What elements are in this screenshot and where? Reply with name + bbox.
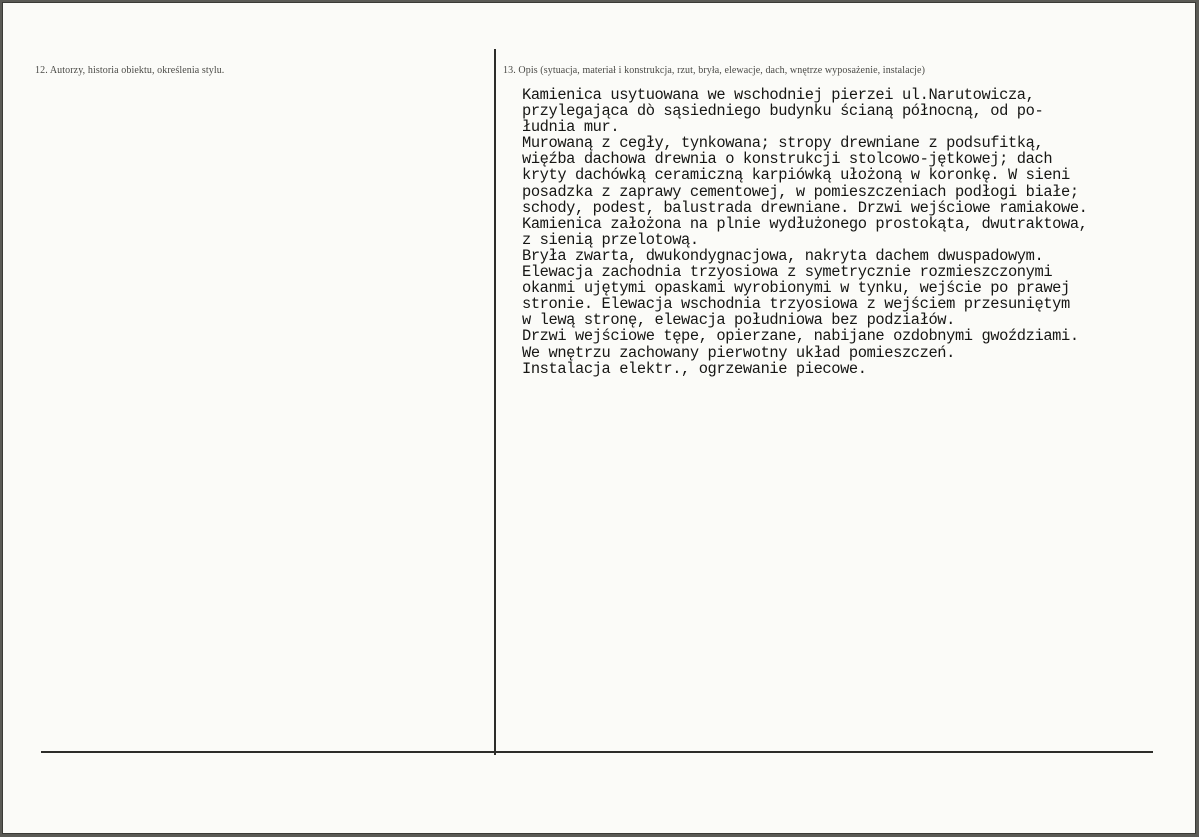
description-line: Drzwi wejściowe tępe, opierzane, nabijane ozdobnymi gwoździami. (522, 327, 1079, 346)
description-line: We wnętrzu zachowany pierwotny układ pomieszczeń. (522, 343, 955, 362)
description-line: przylegająca dò sąsiedniego budynku ścianą północną, od po- (522, 102, 1044, 121)
description-line: w lewą stronę, elewacja południowa bez podziałów. (522, 311, 955, 330)
description-line: Instalacja elektr., ogrzewanie piecowe. (522, 359, 867, 378)
column-divider (494, 49, 496, 755)
description-text (522, 87, 1182, 377)
description-line: Elewacja zachodnia trzyosiowa z symetrycznie rozmieszczonymi (522, 263, 1053, 282)
description-line: Murowaną z cegły, tynkowana; stropy drewniane z podsufitką, (522, 134, 1044, 153)
description-line: więźba dachowa drewnia o konstrukcji stolcowo-jętkowej; dach (522, 150, 1053, 169)
description-line: stronie. Elewacja wschodnia trzyosiowa z wejściem przesuniętym (522, 295, 1070, 314)
description-line: posadzka z zaprawy cementowej, w pomieszczeniach podłogi białe; (522, 182, 1079, 201)
description-line: z sienią przelotową. (522, 230, 699, 249)
record-card (2, 2, 1196, 834)
field-12-label: 12. Autorzy, historia obiektu, określenia stylu. (35, 65, 225, 76)
bottom-rule (41, 751, 1153, 753)
description-line: Kamienica usytuowana we wschodniej pierzei ul.Narutowicza, (522, 86, 1035, 104)
description-line: Bryła zwarta, dwukondygnacjowa, nakryta dachem dwuspadowym. (522, 246, 1044, 265)
description-line: Kamienica założona na plnie wydłużonego prostokąta, dwutraktowa, (522, 214, 1088, 233)
description-line: okanmi ujętymi opaskami wyrobionymi w tynku, wejście po prawej (522, 279, 1070, 298)
description-line: kryty dachówką ceramiczną karpiówką ułożoną w koronkę. W sieni (522, 166, 1070, 185)
field-13-label: 13. Opis (sytuacja, materiał i konstrukcja, rzut, bryła, elewacje, dach, wnętrze wyposażenie, instalacje) (503, 65, 925, 76)
description-line: łudnia mur. (522, 118, 620, 137)
description-line: schody, podest, balustrada drewniane. Drzwi wejściowe ramiakowe. (522, 198, 1088, 217)
